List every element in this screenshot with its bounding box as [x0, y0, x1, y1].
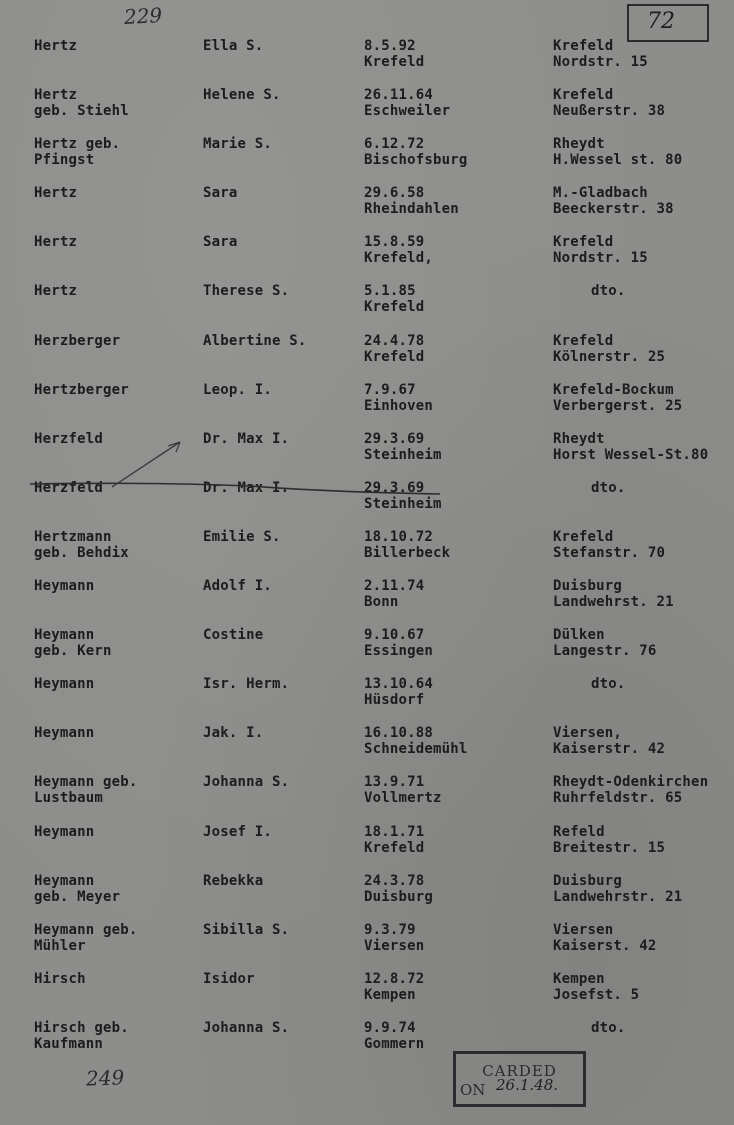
surname: Heymann	[34, 823, 95, 840]
surname-cell	[34, 529, 129, 561]
given-name: Sibilla S.	[203, 921, 290, 938]
page-number: 72	[647, 9, 675, 34]
birth-date: 9.9.74	[364, 1019, 416, 1036]
birth-cell	[364, 333, 424, 365]
carded-stamp	[453, 1051, 586, 1107]
surname: Hertz	[34, 283, 78, 300]
birth-cell	[364, 382, 433, 414]
birth-cell	[364, 87, 450, 119]
address-street: Beeckerstr. 38	[553, 201, 674, 218]
record-row	[0, 1020, 734, 1069]
surname-cell	[34, 38, 77, 54]
record-row	[0, 676, 734, 725]
address-city: Krefeld	[553, 234, 614, 251]
address-city: Kempen	[553, 970, 605, 987]
surname-cell	[34, 578, 94, 594]
given-name: Adolf I.	[203, 578, 273, 595]
address-cell	[553, 971, 639, 1003]
address-ditto: dto.	[591, 676, 626, 693]
stamp-on-text: ON	[460, 1081, 486, 1099]
surname-cell	[34, 725, 94, 741]
address-ditto: dto.	[591, 479, 626, 496]
birth-cell	[364, 529, 450, 561]
address-street: Verbergerst. 25	[553, 397, 683, 414]
given-name: Isr. Herm.	[203, 676, 290, 693]
surname: Hertz	[34, 38, 78, 54]
surname-cell	[34, 676, 94, 692]
birth-cell	[364, 971, 424, 1003]
birth-cell	[364, 1020, 424, 1052]
record-row	[0, 185, 734, 234]
given-name: Johanna S.	[203, 774, 290, 791]
address-cell	[553, 480, 626, 496]
surname: Heymann	[34, 725, 95, 742]
birth-place: Rheindahlen	[364, 201, 459, 218]
birth-date: 13.9.71	[364, 774, 425, 791]
address-city: Duisburg	[553, 872, 623, 889]
surname-cell	[34, 824, 94, 840]
address-city: Rheydt	[553, 430, 605, 447]
birth-place: Krefeld	[364, 299, 425, 316]
birth-cell	[364, 136, 468, 168]
birth-place: Gommern	[364, 1035, 425, 1052]
address-cell	[553, 136, 682, 168]
birth-cell	[364, 774, 442, 806]
surname: Hertz geb.	[34, 136, 121, 153]
birth-place: Bischofsburg	[364, 152, 468, 169]
surname-cell	[34, 1020, 129, 1052]
surname: Hertzmann	[34, 528, 112, 545]
address-city: Krefeld	[553, 332, 614, 349]
record-row	[0, 234, 734, 283]
birth-cell	[364, 578, 424, 610]
surname: Hertzberger	[34, 381, 129, 398]
surname: Herzfeld	[34, 430, 104, 447]
address-city: Viersen	[553, 921, 614, 938]
address-street: Stefanstr. 70	[553, 544, 666, 561]
birth-cell	[364, 234, 433, 266]
birth-place: Billerbeck	[364, 544, 451, 561]
birth-place: Duisburg	[364, 888, 434, 905]
address-cell	[553, 774, 708, 806]
surname: Heymann	[34, 627, 95, 644]
birth-date: 16.10.88	[364, 725, 434, 742]
surname: Herzfeld	[34, 479, 104, 496]
surname: Heymann	[34, 676, 95, 693]
address-cell	[553, 185, 674, 217]
surname-cell	[34, 774, 138, 806]
surname-cell	[34, 431, 103, 447]
record-row	[0, 283, 734, 332]
birth-date: 6.12.72	[364, 136, 425, 153]
given-name: Sara	[203, 185, 238, 202]
page-number-box	[627, 4, 709, 42]
record-row	[0, 431, 734, 480]
given-name: Helene S.	[203, 87, 281, 104]
birth-date: 18.10.72	[364, 528, 434, 545]
given-name: Isidor	[203, 970, 255, 987]
birth-cell	[364, 676, 433, 708]
surname: Herzberger	[34, 332, 121, 349]
birth-date: 5.1.85	[364, 283, 416, 300]
address-street: Kaiserst. 42	[553, 937, 657, 954]
address-city: M.-Gladbach	[553, 185, 648, 202]
birth-date: 29.3.69	[364, 430, 425, 447]
address-city: Rheydt	[553, 136, 605, 153]
address-street: Nordstr. 15	[553, 250, 648, 267]
record-row	[0, 38, 734, 87]
address-city: Dülken	[553, 627, 605, 644]
record-row	[0, 87, 734, 136]
surname-cell	[34, 627, 112, 659]
birth-date: 9.10.67	[364, 627, 425, 644]
surname-cell	[34, 333, 120, 349]
given-name: Johanna S.	[203, 1019, 290, 1036]
address-street: Neußerstr. 38	[553, 103, 666, 120]
address-city: Krefeld-Bockum	[553, 381, 674, 398]
surname-cell	[34, 480, 103, 496]
surname: Hertz	[34, 87, 78, 104]
birth-cell	[364, 283, 424, 315]
record-row	[0, 873, 734, 922]
surname: Hirsch geb.	[34, 1019, 129, 1036]
birth-place: Krefeld	[364, 54, 425, 70]
surname: Heymann	[34, 578, 95, 595]
record-list	[0, 38, 734, 1069]
record-row	[0, 578, 734, 627]
address-city: Refeld	[553, 823, 605, 840]
birth-date: 24.3.78	[364, 872, 425, 889]
address-cell	[553, 824, 665, 856]
handwritten-count: 249	[85, 1065, 125, 1091]
surname-cell	[34, 185, 77, 201]
address-cell	[553, 922, 657, 954]
address-cell	[553, 578, 674, 610]
address-ditto: dto.	[591, 283, 626, 300]
birth-date: 9.3.79	[364, 921, 416, 938]
record-row	[0, 382, 734, 431]
birth-date: 15.8.59	[364, 234, 425, 251]
address-street: Kaiserstr. 42	[553, 741, 666, 758]
address-cell	[553, 529, 665, 561]
address-street: Horst Wessel-St.80	[553, 446, 709, 463]
birth-date: 8.5.92	[364, 38, 416, 54]
birth-place: Steinheim	[364, 495, 442, 512]
record-row	[0, 529, 734, 578]
birth-date: 18.1.71	[364, 823, 425, 840]
address-cell	[553, 234, 648, 266]
birth-cell	[364, 873, 433, 905]
address-cell	[553, 725, 665, 757]
birth-date: 13.10.64	[364, 676, 434, 693]
surname: Heymann	[34, 872, 95, 889]
address-street: Landwehrst. 21	[553, 594, 674, 611]
address-ditto: dto.	[591, 1019, 626, 1036]
given-name: Marie S.	[203, 136, 273, 153]
record-row	[0, 333, 734, 382]
surname-birthname: geb. Behdix	[34, 544, 129, 561]
address-cell	[553, 333, 665, 365]
stamp-date: 26.1.48.	[496, 1076, 559, 1094]
address-street: Kölnerstr. 25	[553, 348, 666, 365]
surname: Heymann geb.	[34, 774, 138, 791]
address-street: Langestr. 76	[553, 643, 657, 660]
surname: Hertz	[34, 234, 78, 251]
given-name: Costine	[203, 627, 264, 644]
address-cell	[553, 283, 626, 299]
address-cell	[553, 627, 657, 659]
birth-place: Viersen	[364, 937, 425, 954]
birth-date: 2.11.74	[364, 578, 425, 595]
address-city: Krefeld	[553, 528, 614, 545]
surname-birthname: geb. Meyer	[34, 888, 121, 905]
record-row	[0, 774, 734, 823]
birth-place: Vollmertz	[364, 790, 442, 807]
given-name: Rebekka	[203, 872, 264, 889]
birth-date: 7.9.67	[364, 381, 416, 398]
birth-date: 29.6.58	[364, 185, 425, 202]
birth-place: Essingen	[364, 643, 434, 660]
address-cell	[553, 873, 682, 905]
address-city: Duisburg	[553, 578, 623, 595]
surname-cell	[34, 382, 129, 398]
surname-birthname: Lustbaum	[34, 790, 104, 807]
record-row	[0, 725, 734, 774]
surname-cell	[34, 136, 120, 168]
address-street: Ruhrfeldstr. 65	[553, 790, 683, 807]
birth-date: 24.4.78	[364, 332, 425, 349]
surname-cell	[34, 873, 120, 905]
address-street: Breitestr. 15	[553, 839, 666, 856]
birth-place: Einhoven	[364, 397, 434, 414]
given-name: Emilie S.	[203, 528, 281, 545]
birth-cell	[364, 725, 468, 757]
record-row	[0, 627, 734, 676]
address-street: Landwehrstr. 21	[553, 888, 683, 905]
address-cell	[553, 676, 626, 692]
surname: Heymann geb.	[34, 921, 138, 938]
address-street: Nordstr. 15	[553, 54, 648, 70]
birth-place: Eschweiler	[364, 103, 451, 120]
surname-cell	[34, 283, 77, 299]
surname-birthname: geb. Stiehl	[34, 103, 129, 120]
given-name: Ella S.	[203, 38, 264, 54]
given-name: Therese S.	[203, 283, 290, 300]
birth-place: Schneidemühl	[364, 741, 468, 758]
surname-cell	[34, 922, 138, 954]
address-cell	[553, 431, 708, 463]
birth-cell	[364, 627, 433, 659]
address-cell	[553, 382, 682, 414]
address-cell	[553, 87, 665, 119]
birth-place: Hüsdorf	[364, 692, 425, 709]
record-row	[0, 480, 734, 529]
given-name: Albertine S.	[203, 332, 307, 349]
address-city: Viersen,	[553, 725, 623, 742]
record-row	[0, 922, 734, 971]
birth-cell	[364, 824, 424, 856]
birth-cell	[364, 480, 442, 512]
address-city: Krefeld	[553, 87, 614, 104]
birth-place: Steinheim	[364, 446, 442, 463]
record-row	[0, 971, 734, 1020]
birth-date: 26.11.64	[364, 87, 434, 104]
surname: Hirsch	[34, 970, 86, 987]
birth-place: Krefeld,	[364, 250, 434, 267]
birth-place: Krefeld	[364, 839, 425, 856]
handwritten-folio: 229	[123, 3, 163, 29]
record-row	[0, 824, 734, 873]
surname: Hertz	[34, 185, 78, 202]
birth-cell	[364, 38, 424, 70]
address-street: Josefst. 5	[553, 986, 640, 1003]
birth-date: 12.8.72	[364, 970, 425, 987]
birth-cell	[364, 922, 424, 954]
address-city: Rheydt-Odenkirchen	[553, 774, 709, 791]
address-cell	[553, 1020, 626, 1036]
given-name: Jak. I.	[203, 725, 264, 742]
given-name: Dr. Max I.	[203, 479, 290, 496]
stamp-carded-text: CARDED	[482, 1062, 557, 1080]
birth-place: Krefeld	[364, 348, 425, 365]
surname-cell	[34, 87, 129, 119]
birth-date: 29.3.69	[364, 479, 425, 496]
surname-birthname: geb. Kern	[34, 643, 112, 660]
address-cell	[553, 38, 648, 70]
surname-birthname: Kaufmann	[34, 1035, 104, 1052]
given-name: Josef I.	[203, 823, 273, 840]
surname-birthname: Mühler	[34, 937, 86, 954]
birth-place: Bonn	[364, 594, 399, 611]
birth-cell	[364, 185, 459, 217]
surname-birthname: Pfingst	[34, 152, 95, 169]
address-street: H.Wessel st. 80	[553, 152, 683, 169]
birth-cell	[364, 431, 442, 463]
given-name: Dr. Max I.	[203, 430, 290, 447]
record-row	[0, 136, 734, 185]
surname-cell	[34, 234, 77, 250]
surname-cell	[34, 971, 86, 987]
address-city: Krefeld	[553, 38, 614, 54]
birth-place: Kempen	[364, 986, 416, 1003]
given-name: Sara	[203, 234, 238, 251]
given-name: Leop. I.	[203, 381, 273, 398]
